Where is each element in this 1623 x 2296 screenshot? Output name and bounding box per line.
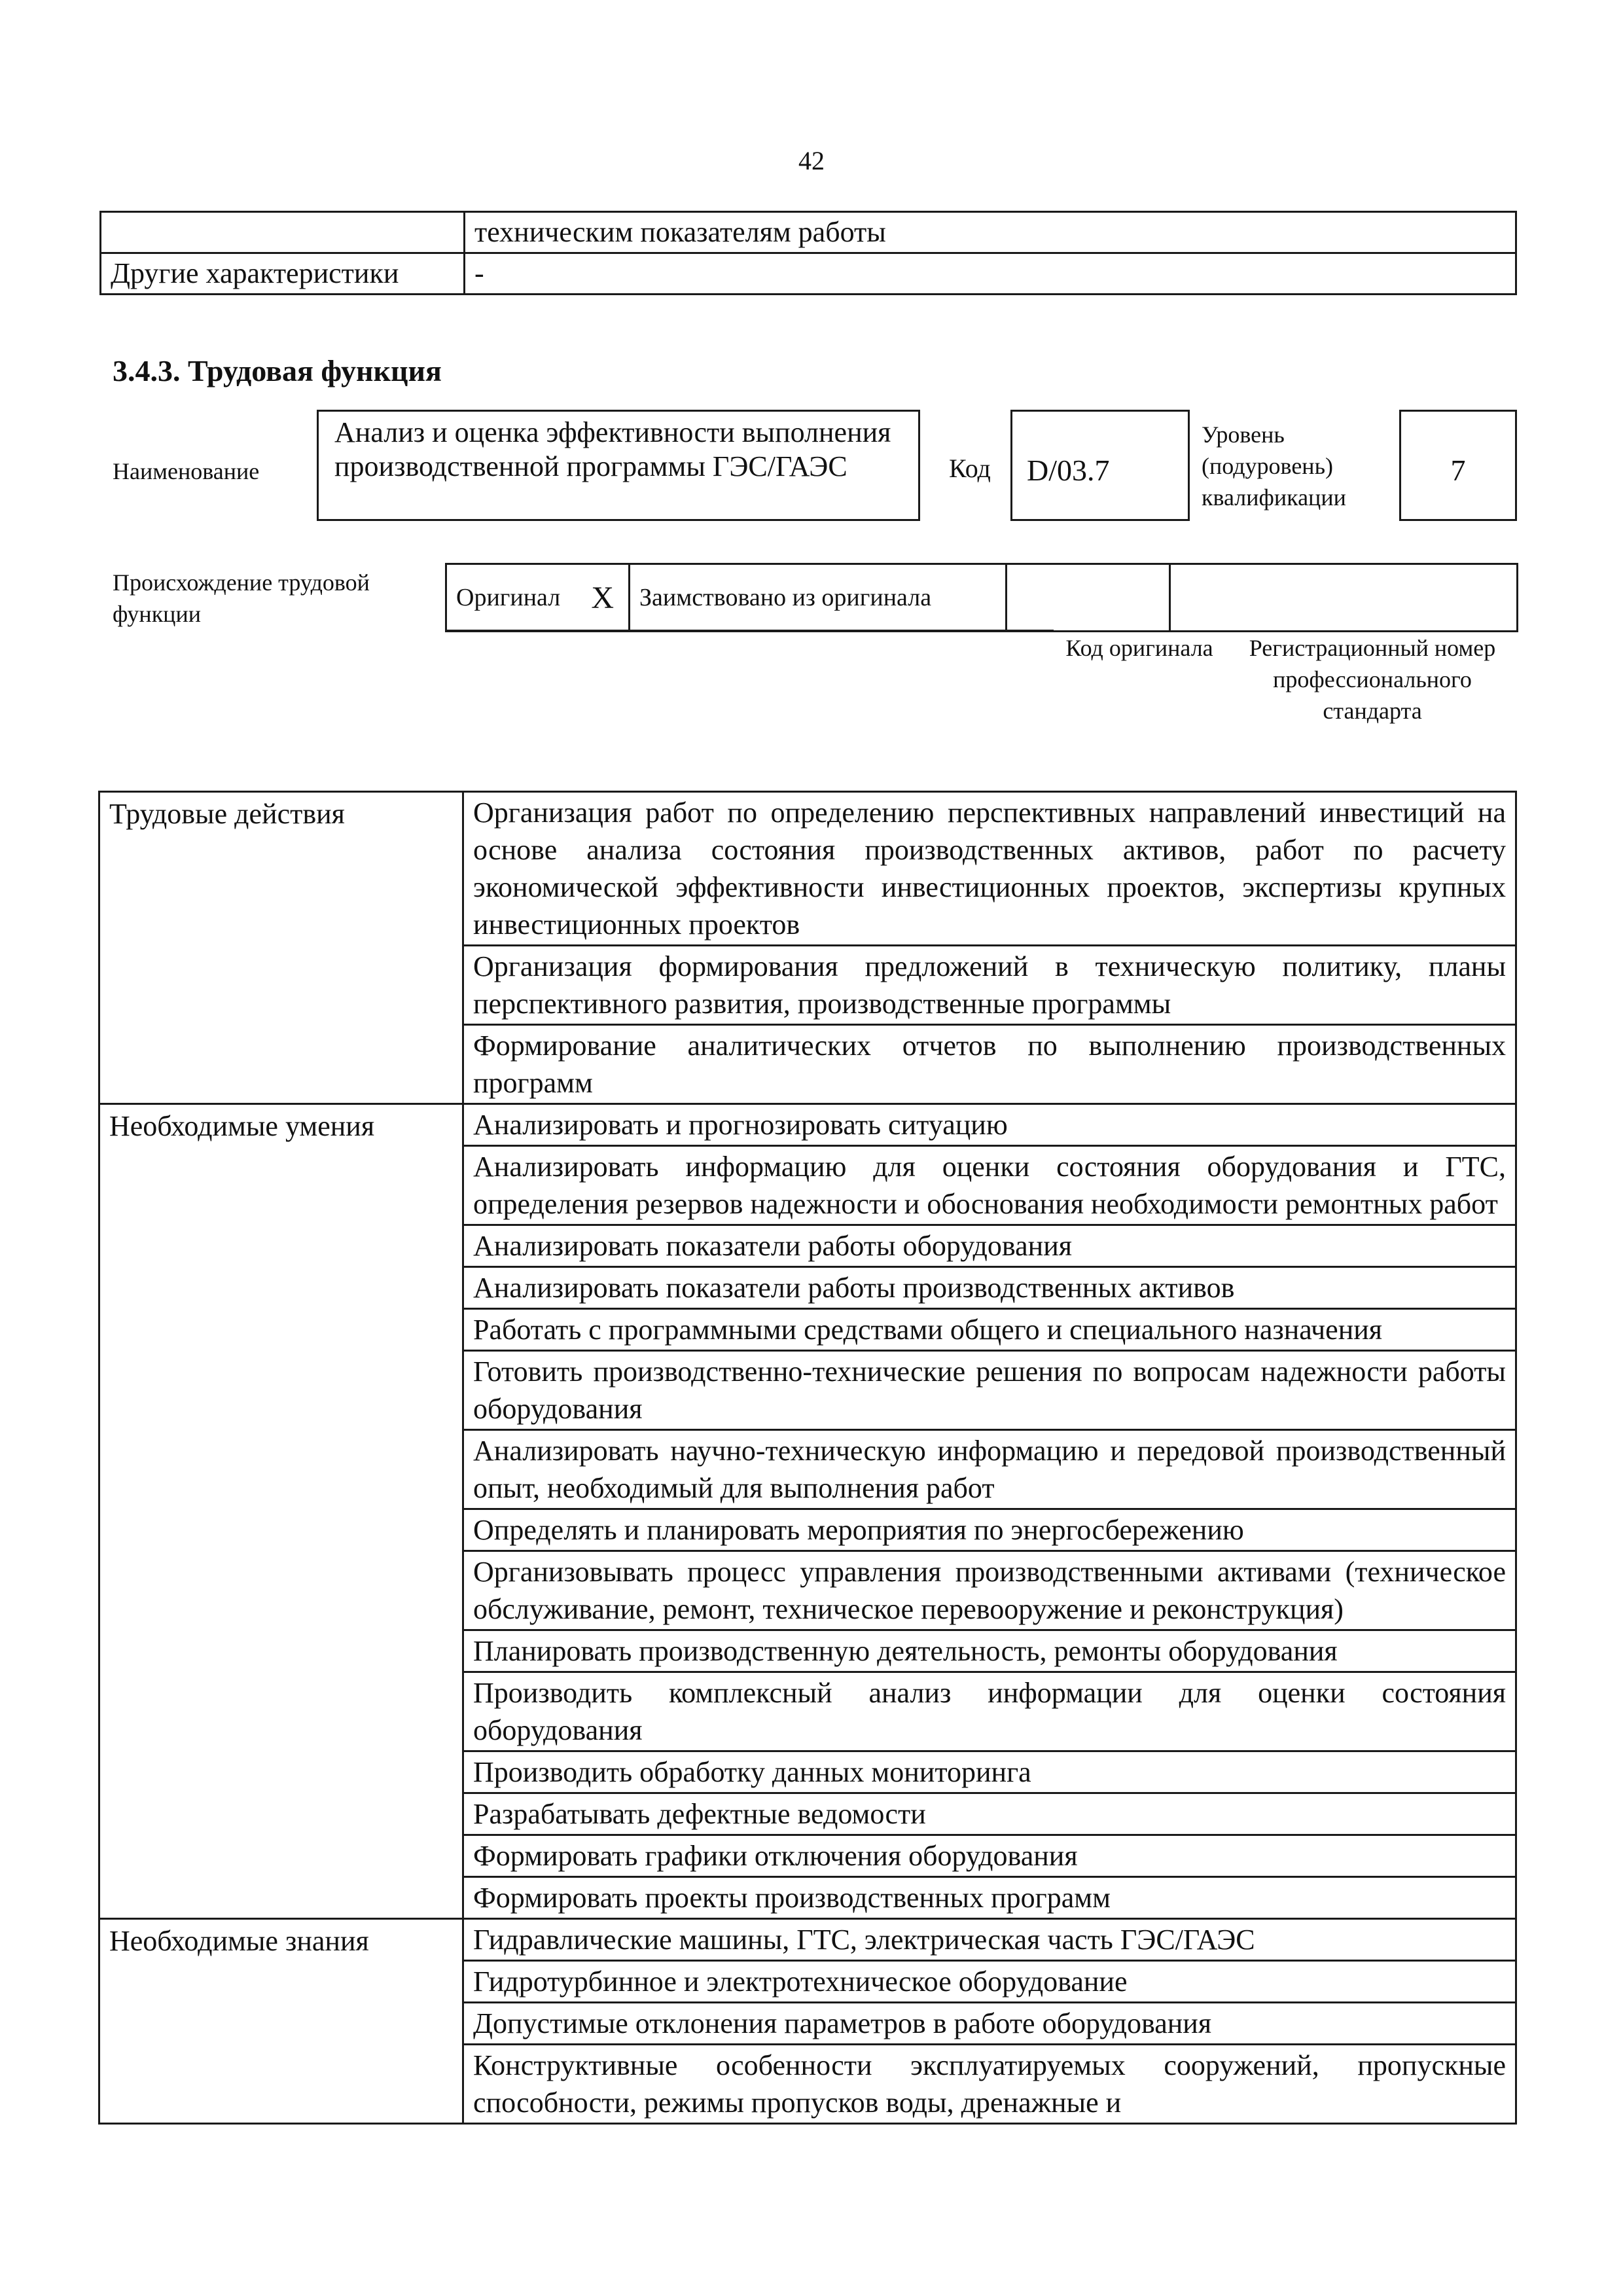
table-cell: техническим показателям работы — [465, 212, 1516, 253]
qualification-level-box: 7 — [1399, 410, 1517, 521]
original-label: Оригинал — [446, 564, 577, 632]
required-skills-item: Производить обработку данных мониторинга — [463, 1751, 1516, 1793]
borrowed-label: Заимствовано из оригинала — [630, 564, 1007, 632]
required-skills-item: Готовить производственно-технические решения по вопросам надежности работы оборудования — [463, 1351, 1516, 1430]
table-cell-empty — [101, 212, 465, 253]
table-row — [99, 1919, 1516, 1961]
required-skills-item: Анализировать информацию для оценки состояния оборудования и ГТС, определения резервов надежности и обоснования необходимости ремонтных работ — [463, 1146, 1516, 1225]
original-mark: X — [577, 564, 630, 632]
qualification-level-label: Уровень (подуровень) квалификации — [1202, 422, 1346, 511]
table-row — [101, 253, 1516, 295]
origin-underline — [445, 630, 1054, 632]
required-skills-item: Определять и планировать мероприятия по энергосбережению — [463, 1509, 1516, 1551]
table-row — [99, 792, 1516, 946]
required-skills-item: Формировать графики отключения оборудования — [463, 1835, 1516, 1877]
labor-actions-item: Формирование аналитических отчетов по выполнению производственных программ — [463, 1025, 1516, 1104]
required-skills-item: Разрабатывать дефектные ведомости — [463, 1793, 1516, 1835]
required-skills-item: Анализировать показатели работы производственных активов — [463, 1267, 1516, 1309]
table-row — [446, 564, 1518, 632]
labor-actions-item: Организация формирования предложений в техническую политику, планы перспективного развития, производственные программы — [463, 946, 1516, 1025]
required-knowledge-item: Допустимые отклонения параметров в работе оборудования — [463, 2003, 1516, 2045]
required-skills-item: Производить комплексный анализ информации для оценки состояния оборудования — [463, 1672, 1516, 1751]
labor-actions-item: Организация работ по определению перспективных направлений инвестиций на основе анализа состояния производственных активов, работ по расчету экономической эффективности инвестиционных проектов, экспертизы крупных инвестиционных проектов — [463, 792, 1516, 946]
section-heading: 3.4.3. Трудовая функция — [113, 354, 442, 387]
code-label: Код — [949, 454, 991, 483]
original-code-cell — [1007, 564, 1170, 632]
required-skills-item: Организовывать процесс управления производственными активами (техническое обслуживание, ремонт, техническое перевооружение и реконструкция) — [463, 1551, 1516, 1630]
required-skills-item: Формировать проекты производственных программ — [463, 1877, 1516, 1919]
registration-number-caption: Регистрационный номер профессионального стандарта — [1249, 635, 1496, 724]
labor-function-table — [98, 791, 1517, 2125]
continuation-table — [99, 211, 1517, 295]
required-skills-item: Анализировать и прогнозировать ситуацию — [463, 1104, 1516, 1146]
required-skills-item: Работать с программными средствами общего и специального назначения — [463, 1309, 1516, 1351]
required-skills-item: Анализировать показатели работы оборудования — [463, 1225, 1516, 1267]
table-row — [101, 212, 1516, 253]
required-knowledge-item: Гидравлические машины, ГТС, электрическая часть ГЭС/ГАЭС — [463, 1919, 1516, 1961]
original-code-caption: Код оригинала — [1065, 635, 1213, 661]
required-skills-item: Анализировать научно-техническую информацию и передовой производственный опыт, необходимый для выполнения работ — [463, 1430, 1516, 1509]
labor-actions-label: Трудовые действия — [99, 792, 463, 1104]
function-name-box: Анализ и оценка эффективности выполнения производственной программы ГЭС/ГАЭС — [317, 410, 920, 521]
origin-label: Происхождение трудовой функции — [113, 569, 370, 627]
required-knowledge-item: Гидротурбинное и электротехническое оборудование — [463, 1961, 1516, 2003]
required-skills-label: Необходимые умения — [99, 1104, 463, 1919]
required-skills-item: Планировать производственную деятельность, ремонты оборудования — [463, 1630, 1516, 1672]
origin-table — [445, 563, 1518, 632]
registration-number-cell — [1170, 564, 1518, 632]
name-label: Наименование — [113, 458, 260, 484]
table-row — [99, 1104, 1516, 1146]
other-characteristics-label: Другие характеристики — [101, 253, 465, 295]
function-code-box: D/03.7 — [1010, 410, 1190, 521]
other-characteristics-value: - — [465, 253, 1516, 295]
required-knowledge-item: Конструктивные особенности эксплуатируемых сооружений, пропускные способности, режимы пропусков воды, дренажные и — [463, 2045, 1516, 2124]
required-knowledge-label: Необходимые знания — [99, 1919, 463, 2124]
page-number: 42 — [798, 146, 825, 175]
